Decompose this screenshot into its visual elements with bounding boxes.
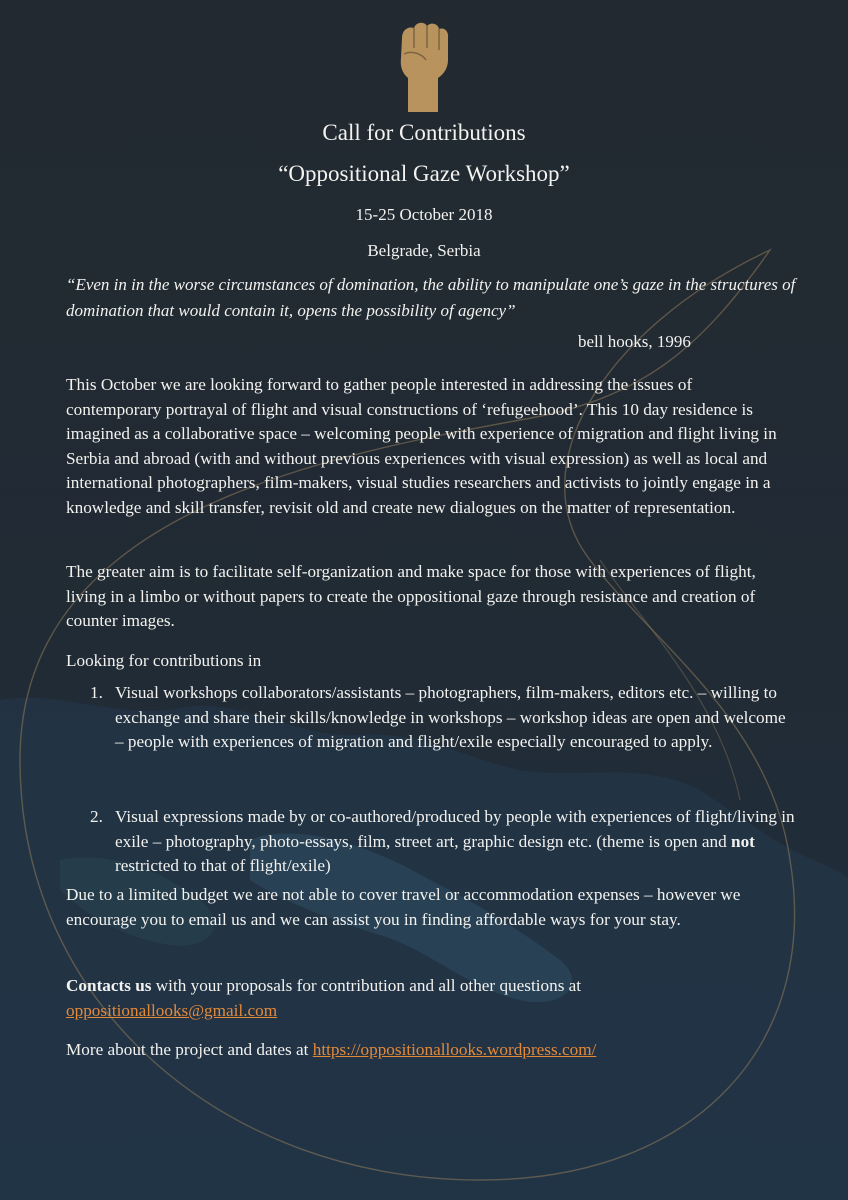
intro-paragraph: This October we are looking forward to gather people interested in addressing the issues of contemporary portrayal of flight and visual constructions of ‘refugeehood’. This 10 day residence is imagined as a collaborative space – welcoming people with experience of migration and flight living in Serbia and abroad (with and without previous experiences with visual expression) as well as local and international photographers, film-makers, visual studies researchers and activists to jointly engage in a knowledge and skill transfer, revisit old and create new dialogues on the matter of representation. bbox=[66, 375, 777, 517]
email-link[interactable]: oppositionallooks@gmail.com bbox=[66, 1000, 278, 1020]
workshop-title: “Oppositional Gaze Workshop” bbox=[278, 161, 570, 186]
list-text-part: Visual expressions made by or co-authored/produced by people with experiences of flight/living in exile – photography, photo-essays, film, street art, graphic design etc. (theme is open and bbox=[115, 807, 795, 851]
contact-bold: Contacts us bbox=[66, 976, 152, 995]
contact-text: with your proposals for contribution and all other questions at bbox=[151, 976, 582, 995]
list-text-part: restricted to that of flight/exile) bbox=[115, 856, 331, 876]
list-text: Visual workshops collaborators/assistants – photographers, film-makers, editors etc. – willing to exchange and share their skills/knowledge in workshops – workshop ideas are open and welcome – people with experiences of migration and flight/exile especially encouraged to apply. bbox=[115, 683, 786, 752]
raised-fist-icon bbox=[390, 8, 456, 118]
list-number: 1. bbox=[90, 683, 103, 702]
list-number: 2. bbox=[90, 807, 103, 826]
looking-for-label: Looking for contributions in bbox=[66, 651, 262, 670]
emphasis-not: not bbox=[731, 831, 755, 851]
page-title: Call for Contributions bbox=[322, 120, 526, 145]
more-text: More about the project and dates at bbox=[66, 1040, 313, 1059]
aim-paragraph: The greater aim is to facilitate self-organization and make space for those with experiences of flight, living in a limbo or without papers to create the oppositional gaze through resistance and creation of counter images. bbox=[66, 562, 756, 631]
quote-text: “Even in in the worse circumstances of domination, the ability to manipulate one’s gaze in the structures of domination that would contain it, opens the possibility of agency” bbox=[66, 275, 796, 320]
more-info-paragraph bbox=[66, 1038, 786, 1063]
list-text bbox=[115, 805, 795, 879]
website-link[interactable]: https://oppositionallooks.wordpress.com/ bbox=[312, 1040, 597, 1059]
contact-paragraph bbox=[66, 974, 786, 1023]
event-location: Belgrade, Serbia bbox=[367, 241, 481, 260]
event-dates: 15-25 October 2018 bbox=[355, 205, 493, 224]
quote-author: bell hooks, 1996 bbox=[578, 332, 691, 351]
budget-paragraph: Due to a limited budget we are not able to cover travel or accommodation expenses – however we encourage you to email us and we can assist you in finding affordable ways for your stay. bbox=[66, 885, 741, 929]
